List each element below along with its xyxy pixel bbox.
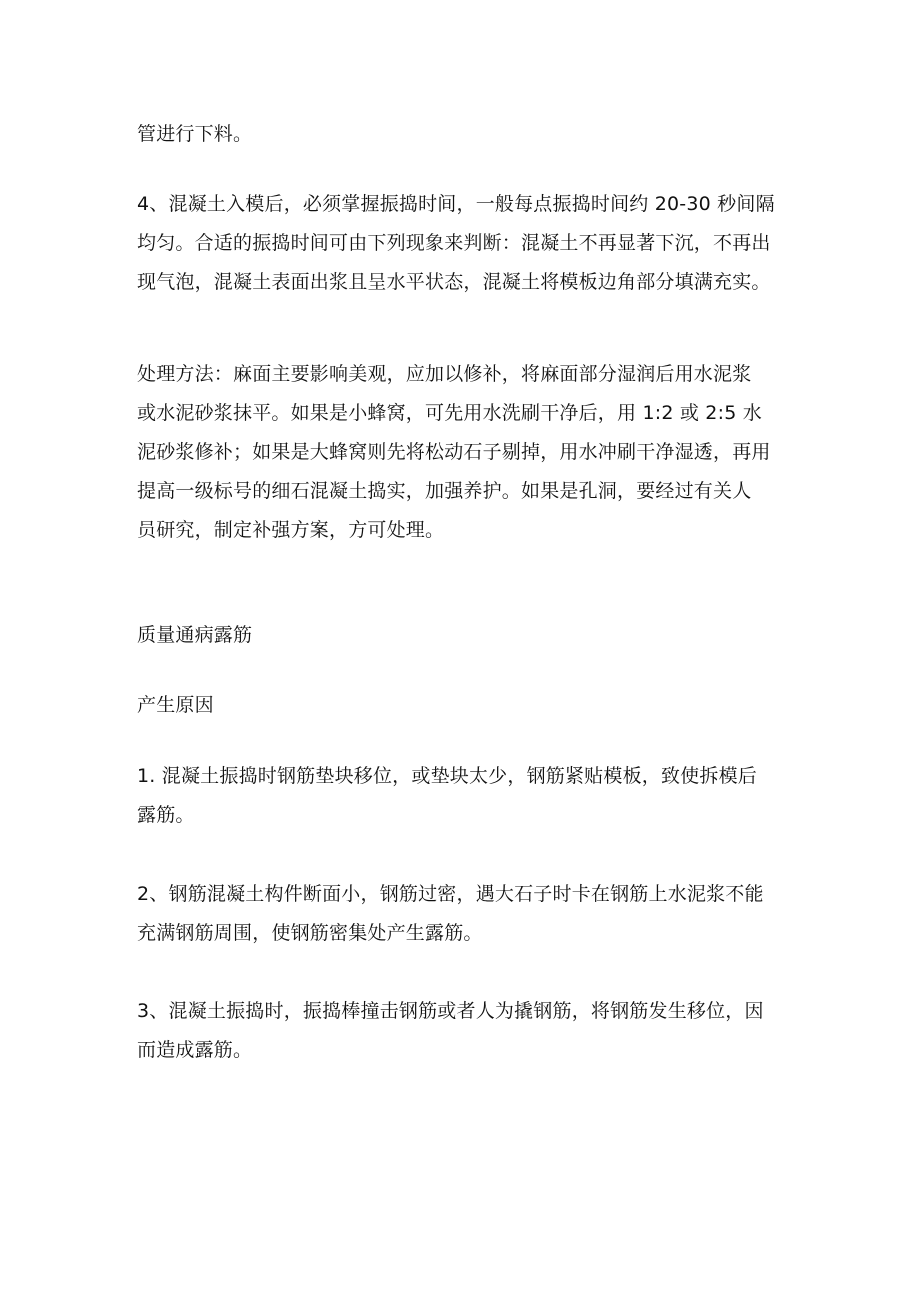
text-line: 露筋。 bbox=[137, 804, 195, 826]
section-heading-causes bbox=[137, 688, 797, 722]
text-line: 1. 混凝土振捣时钢筋垫块移位，或垫块太少，钢筋紧贴模板，致使拆模后 bbox=[137, 765, 757, 787]
text-line: 提高一级标号的细石混凝土捣实，加强养护。如果是孔洞，要经过有关人 bbox=[137, 480, 752, 502]
text-line: 管进行下料。 bbox=[137, 123, 253, 145]
text-line: 而造成露筋。 bbox=[137, 1039, 253, 1061]
paragraph-cause-1 bbox=[137, 757, 797, 835]
text-line: 均匀。合适的振捣时间可由下列现象来判断：混凝土不再显著下沉，不再出 bbox=[137, 232, 771, 254]
text-line: 泥砂浆修补；如果是大蜂窝则先将松动石子剔掉，用水冲刷干净湿透，再用 bbox=[137, 441, 771, 463]
paragraph-continuation bbox=[137, 117, 797, 151]
paragraph-cause-3 bbox=[137, 992, 797, 1070]
text-line: 充满钢筋周围，使钢筋密集处产生露筋。 bbox=[137, 922, 483, 944]
text-line: 4、混凝土入模后，必须掌握振捣时间，一般每点振捣时间约 20-30 秒间隔 bbox=[137, 193, 775, 215]
text-line: 2、钢筋混凝土构件断面小，钢筋过密，遇大石子时卡在钢筋上水泥浆不能 bbox=[137, 883, 764, 905]
section-heading-exposed-rebar bbox=[137, 618, 797, 652]
paragraph-cause-2 bbox=[137, 875, 797, 953]
text-line: 或水泥砂浆抹平。如果是小蜂窝，可先用水洗刷干净后，用 1:2 或 2:5 水 bbox=[137, 402, 762, 424]
paragraph-vibration-time bbox=[137, 185, 797, 302]
text-line: 现气泡，混凝土表面出浆且呈水平状态，混凝土将模板边角部分填满充实。 bbox=[137, 271, 771, 293]
text-line: 产生原因 bbox=[137, 694, 214, 716]
text-line: 处理方法：麻面主要影响美观，应加以修补，将麻面部分湿润后用水泥浆 bbox=[137, 363, 752, 385]
text-line: 3、混凝土振捣时，振捣棒撞击钢筋或者人为撬钢筋，将钢筋发生移位，因 bbox=[137, 1000, 764, 1022]
text-line: 员研究，制定补强方案，方可处理。 bbox=[137, 519, 445, 541]
text-line: 质量通病露筋 bbox=[137, 624, 253, 646]
paragraph-treatment-method bbox=[137, 355, 797, 550]
